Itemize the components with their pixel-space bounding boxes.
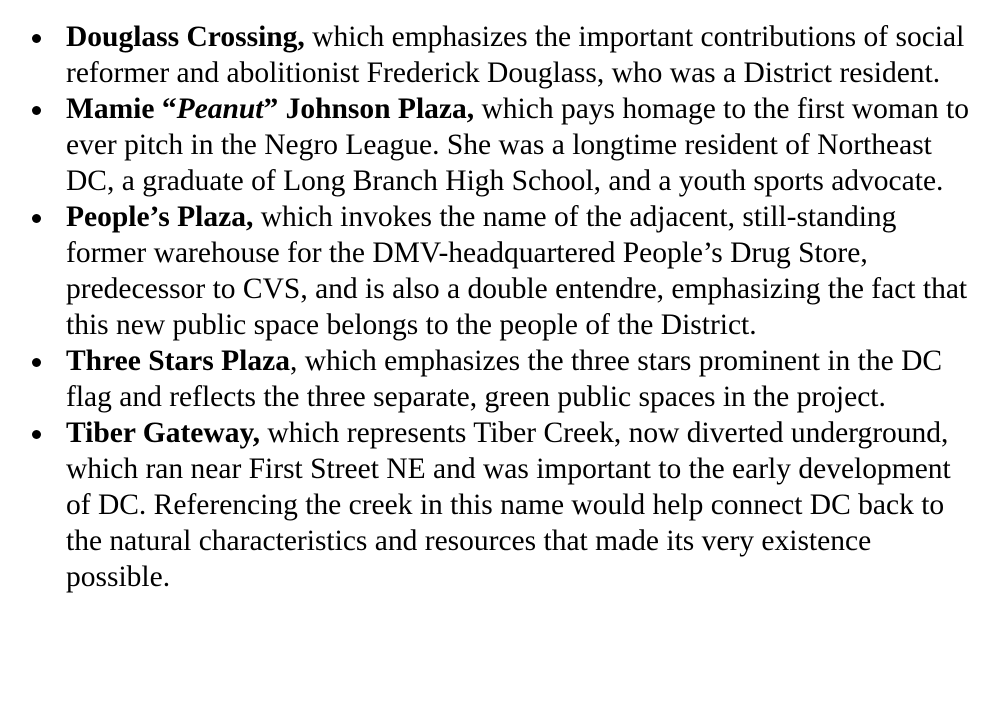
item-name (66, 93, 474, 125)
bullet-icon (32, 34, 41, 43)
item-name-italic: Peanut (176, 93, 264, 125)
list-item-douglass-crossing (0, 19, 986, 91)
bullet-icon (32, 358, 41, 367)
list-item-three-stars-plaza (0, 343, 986, 415)
item-description: , which emphasizes the three stars prominent in the DC flag and reflects the three separate, green public spaces in the project. (66, 345, 943, 413)
item-name: Douglass Crossing, (66, 21, 305, 53)
item-name: People’s Plaza, (66, 201, 254, 233)
item-description: which represents Tiber Creek, now diverted underground, which ran near First Street NE and was important to the early development of DC. Referencing the creek in this name would help connect DC back to the natural characteristics and resources that made its very existence possible. (66, 417, 951, 593)
item-description: which pays homage to the first woman to ever pitch in the Negro League. She was a longtime resident of Northeast DC, a graduate of Long Branch High School, and a youth sports advocate. (66, 93, 969, 197)
item-description: which invokes the name of the adjacent, still-standing former warehouse for the DMV-headquartered People’s Drug Store, predecessor to CVS, and is also a double entendre, emphasizing the fact that this new public space belongs to the people of the District. (66, 201, 968, 341)
list-item-tiber-gateway (0, 415, 986, 595)
item-name-suffix: ” Johnson Plaza, (263, 93, 475, 125)
bullet-icon (32, 214, 41, 223)
list-item-peoples-plaza (0, 199, 986, 343)
item-name-prefix: Mamie “ (66, 93, 177, 125)
bullet-icon (32, 106, 41, 115)
list-item-mamie-johnson-plaza (0, 91, 986, 199)
item-description: which emphasizes the important contributions of social reformer and abolitionist Frederick Douglass, who was a District resident. (66, 21, 965, 89)
item-name: Three Stars Plaza (66, 345, 290, 377)
naming-options-list (0, 19, 986, 595)
bullet-icon (32, 430, 41, 439)
item-name: Tiber Gateway, (66, 417, 260, 449)
